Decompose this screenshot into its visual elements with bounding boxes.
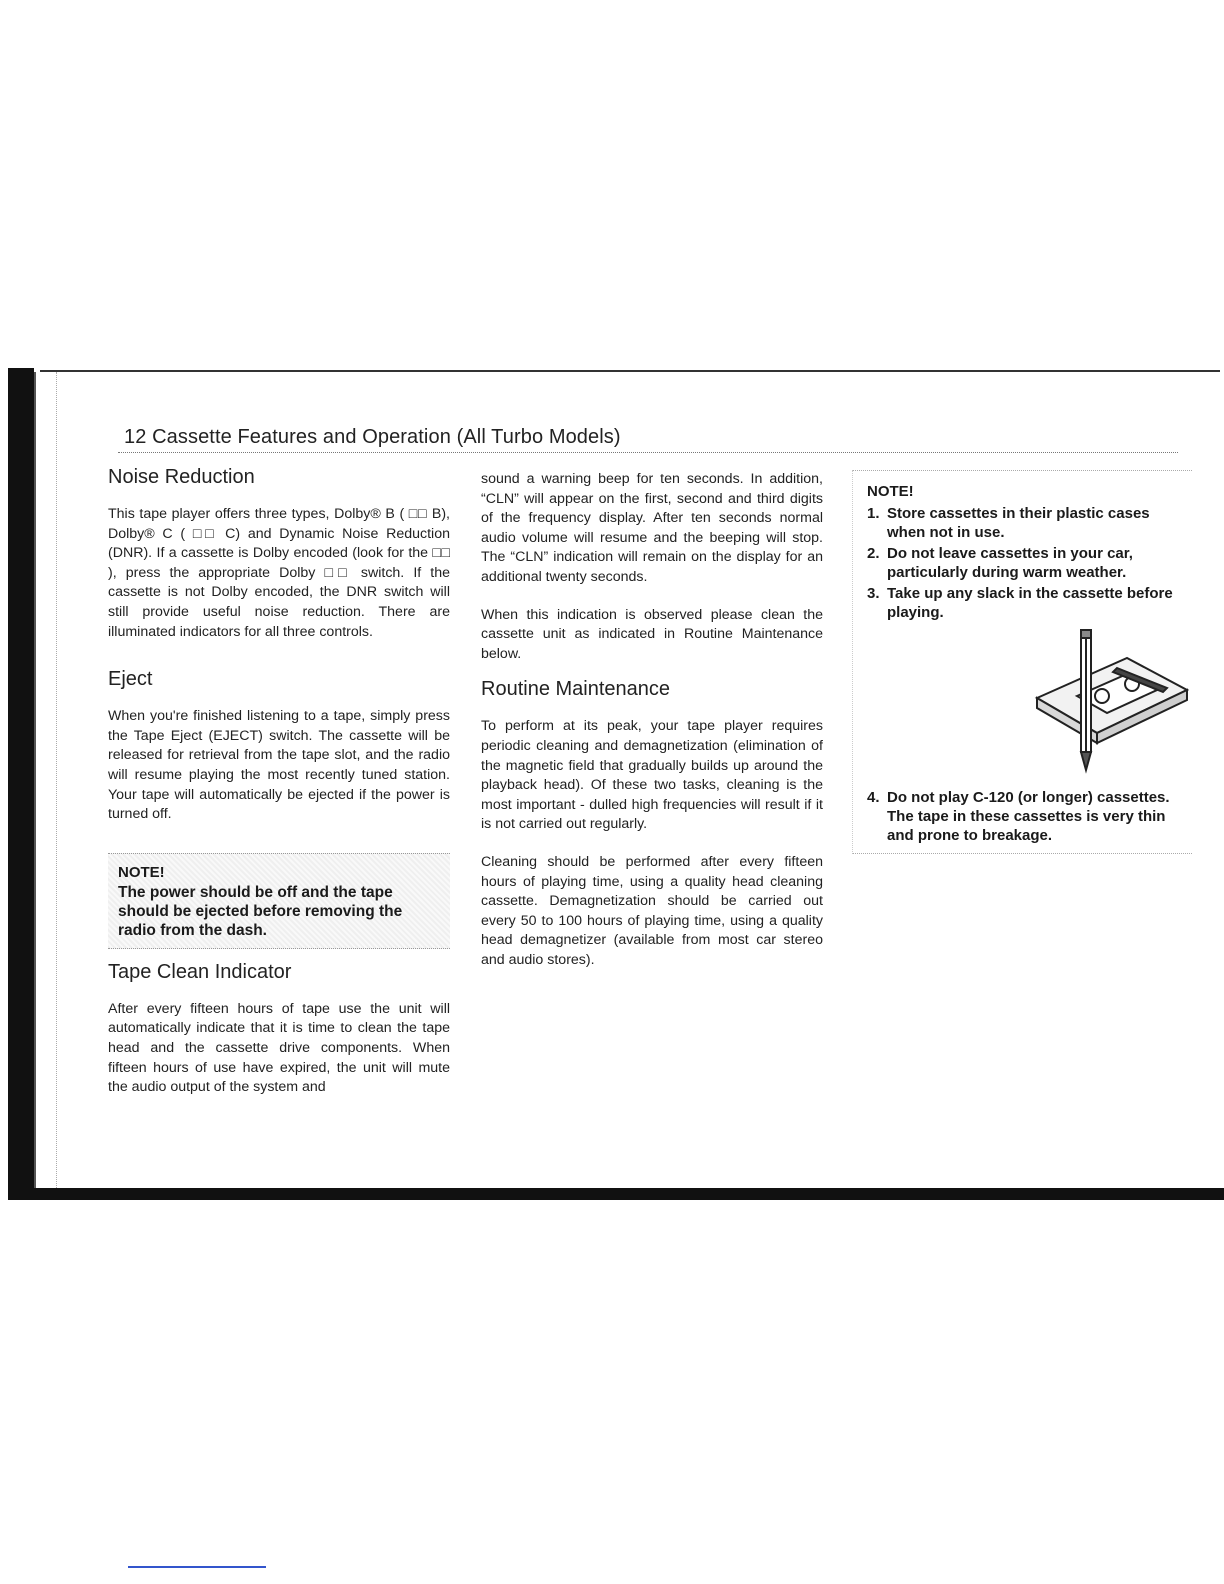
column-middle (481, 470, 823, 988)
note-title-left: NOTE! (118, 863, 165, 881)
top-rule (40, 370, 1220, 372)
note-box-left (108, 853, 450, 949)
note-list-continued (867, 788, 1188, 845)
bottom-binding-bar (8, 1188, 1224, 1200)
note-text-left: The power should be off and the tape should be ejected before removing the radio from the dash. (118, 883, 403, 939)
note-box-right (852, 470, 1192, 854)
noise-reduction-heading: Noise Reduction (108, 466, 255, 488)
cassette-pencil-illustration (1017, 628, 1197, 778)
routine-maintenance-body-2: Cleaning should be performed after every fifteen hours of playing time, using a quality head cleaning cassette. Demagnetization should be carried out every 50 to 100 hours of playing time, using a quality head demagnetizer (available from most car stereo and audio stores). (481, 853, 823, 968)
noise-reduction-body: This tape player offers three types, Dolby® B ( □□ B), Dolby® C ( □□ C) and Dynamic Noise Reduction (DNR). If a cassette is Dolby encoded (look for the □□ ), press the appropriate Dolby □□ switch. If the cassette is not Dolby encoded, the DNR switch will still provide useful noise reduction. There are illuminated indicators for all three controls. (108, 506, 450, 640)
note-list (867, 504, 1188, 622)
column-right (852, 470, 1192, 854)
binding-edge (8, 368, 34, 1200)
note-title-right: NOTE! (867, 483, 914, 500)
note-item-4: 4. Do not play C-120 (or longer) cassettes. The tape in these cassettes is very thin and prone to breakage. (867, 789, 1170, 844)
eject-heading: Eject (108, 668, 153, 691)
note-item-1: 1. Store cassettes in their plastic cases when not in use. (867, 505, 1150, 541)
column-left (108, 466, 450, 1116)
clean-instruction: When this indication is observed please clean the cassette unit as indicated in Routine Maintenance below. (481, 606, 823, 662)
page-header: 12 Cassette Features and Operation (All Turbo Models) (124, 426, 621, 448)
header-rule (118, 452, 1178, 453)
tape-clean-continued: sound a warning beep for ten seconds. In addition, “CLN” will appear on the first, second and third digits of the frequency display. After ten seconds normal audio volume will resume and the beeping will stop. The “CLN” indication will remain on the display for an additional twenty seconds. (481, 471, 823, 585)
routine-maintenance-heading: Routine Maintenance (481, 678, 671, 701)
binding-shadow (34, 372, 57, 1190)
routine-maintenance-body-1: To perform at its peak, your tape player requires periodic cleaning and demagnetization (elimination of the magnetic field that gradually builds up around the playback head). Of these two tasks, cleaning is the most important - dulled high frequencies will result if it is not carried out regularly. (481, 718, 823, 833)
note-item-2: 2. Do not leave cassettes in your car, particularly during warm weather. (867, 545, 1133, 581)
tape-clean-heading: Tape Clean Indicator (108, 960, 292, 983)
note-item-3: 3. Take up any slack in the cassette before playing. (867, 585, 1173, 621)
bottom-link-underline (128, 1566, 266, 1568)
tape-clean-body: After every fifteen hours of tape use the unit will automatically indicate that it is time to clean the tape head and the cassette drive components. When fifteen hours of use have expired, the unit will mute the audio output of the system and (108, 1000, 450, 1096)
eject-body: When you're finished listening to a tape, simply press the Tape Eject (EJECT) switch. The cassette will be released for retrieval from the tape slot, and the radio will resume playing the most recently tuned station. Your tape will automatically be ejected if the power is turned off. (108, 708, 450, 823)
